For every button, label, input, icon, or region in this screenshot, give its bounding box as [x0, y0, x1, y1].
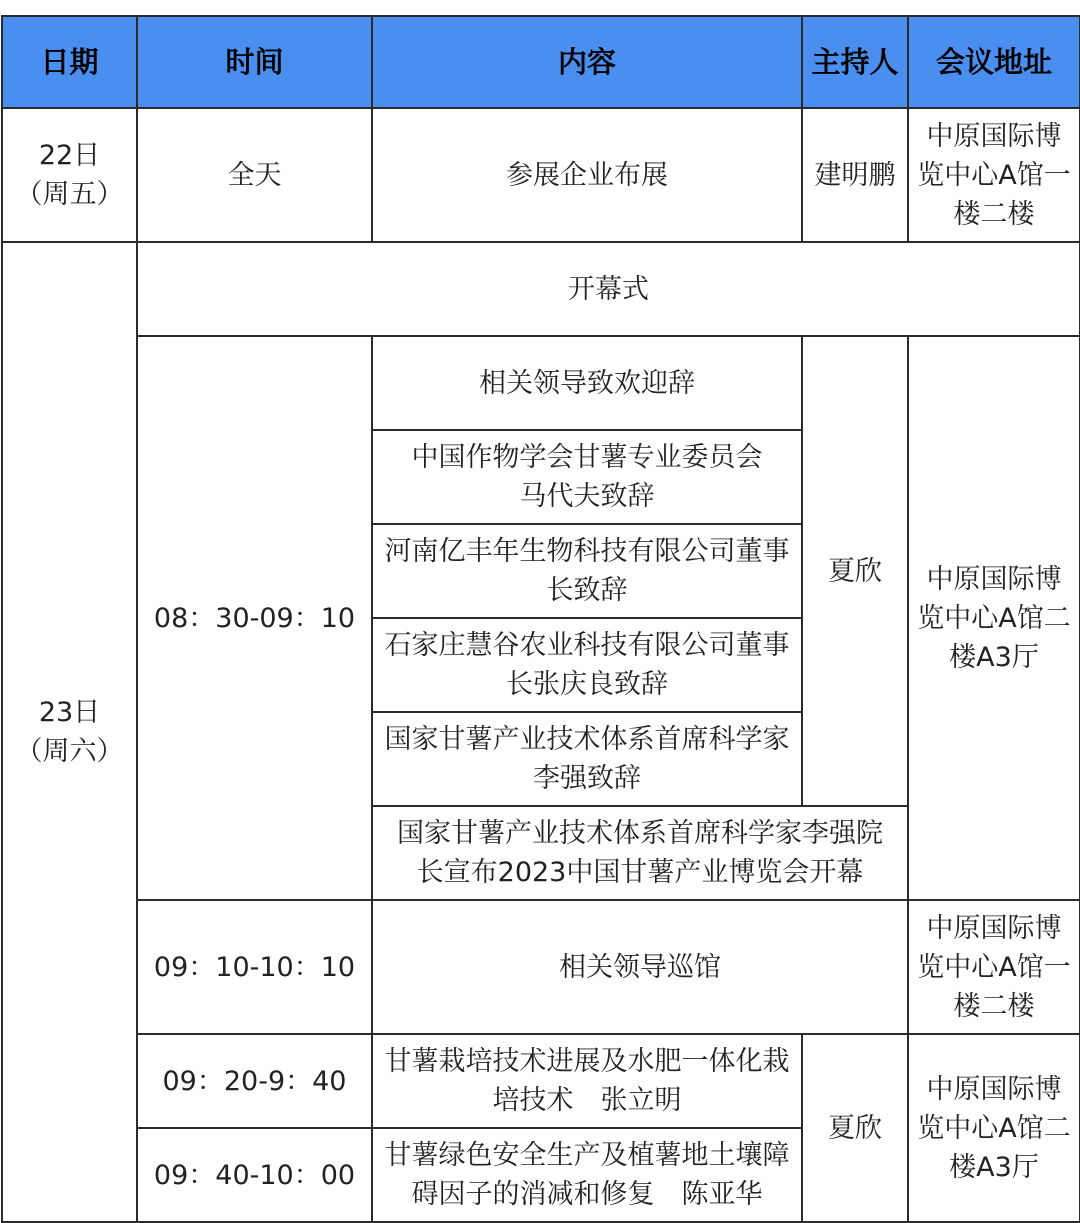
venue-cell	[908, 900, 1080, 1034]
table-row	[2, 108, 1080, 242]
venue-cell	[908, 108, 1080, 242]
content-line: 马代夫致辞	[519, 481, 655, 512]
host-cell: 夏欣	[802, 1034, 908, 1222]
venue-line: 览中心A馆一	[917, 951, 1071, 983]
date-cell	[2, 242, 137, 1222]
date-day: 23日	[38, 697, 101, 728]
venue-line: 中原国际博	[926, 912, 1062, 944]
content-line: 石家庄慧谷农业科技有限公司董事	[384, 630, 790, 661]
table-row	[2, 1034, 1080, 1128]
header-venue: 会议地址	[908, 16, 1080, 108]
time-cell: 09：10-10：10	[137, 900, 372, 1034]
date-weekday: （周五）	[15, 179, 124, 210]
opening-title: 开幕式	[137, 242, 1080, 336]
host-cell: 建明鹏	[802, 108, 908, 242]
content-line: 培技术 张立明	[492, 1085, 682, 1116]
schedule-table	[1, 15, 1080, 1223]
venue-line: 楼二楼	[953, 198, 1035, 230]
header-date: 日期	[2, 16, 137, 108]
venue-line: 览中心A馆二	[917, 1112, 1071, 1144]
date-day: 22日	[38, 140, 101, 171]
table-row	[2, 900, 1080, 1034]
content-cell: 参展企业布展	[372, 108, 802, 242]
content-line: 碍因子的消减和修复 陈亚华	[411, 1179, 763, 1210]
host-cell: 夏欣	[802, 336, 908, 806]
content-cell: 相关领导巡馆	[372, 900, 908, 1034]
header-content: 内容	[372, 16, 802, 108]
time-cell: 09：40-10：00	[137, 1128, 372, 1222]
venue-line: 览中心A馆二	[917, 602, 1071, 634]
venue-line: 楼A3厅	[949, 1151, 1039, 1183]
venue-line: 中原国际博	[926, 563, 1062, 595]
content-line: 长张庆良致辞	[506, 669, 668, 700]
header-host: 主持人	[802, 16, 908, 108]
date-cell	[2, 108, 137, 242]
header-time: 时间	[137, 16, 372, 108]
content-cell	[372, 1034, 802, 1128]
venue-line: 中原国际博	[926, 120, 1062, 152]
content-line: 李强致辞	[533, 763, 641, 794]
content-line: 长宣布2023中国甘薯产业博览会开幕	[416, 857, 864, 888]
venue-line: 楼A3厅	[949, 641, 1039, 673]
time-cell: 全天	[137, 108, 372, 242]
date-weekday: （周六）	[15, 736, 124, 767]
content-line: 河南亿丰年生物科技有限公司董事	[384, 536, 790, 567]
venue-cell	[908, 1034, 1080, 1222]
venue-line: 中原国际博	[926, 1073, 1062, 1105]
time-cell: 09：20-9：40	[137, 1034, 372, 1128]
content-line: 国家甘薯产业技术体系首席科学家李强院	[397, 818, 883, 849]
content-cell	[372, 430, 802, 524]
content-line: 中国作物学会甘薯专业委员会	[411, 442, 763, 473]
announcement-cell	[372, 806, 908, 900]
content-line: 相关领导致欢迎辞	[479, 367, 695, 399]
content-cell	[372, 712, 802, 806]
table-row	[2, 242, 1080, 336]
content-cell	[372, 336, 802, 430]
content-line: 甘薯栽培技术进展及水肥一体化栽	[384, 1046, 790, 1077]
content-cell	[372, 1128, 802, 1222]
header-row	[2, 16, 1080, 108]
time-cell: 08：30-09：10	[137, 336, 372, 900]
venue-line: 楼二楼	[953, 990, 1035, 1022]
content-line: 长致辞	[546, 575, 628, 606]
content-cell	[372, 618, 802, 712]
content-line: 国家甘薯产业技术体系首席科学家	[384, 724, 790, 755]
venue-line: 览中心A馆一	[917, 159, 1071, 191]
venue-cell	[908, 336, 1080, 900]
table-row	[2, 336, 1080, 430]
content-line: 甘薯绿色安全生产及植薯地土壤障	[384, 1140, 790, 1171]
content-cell	[372, 524, 802, 618]
